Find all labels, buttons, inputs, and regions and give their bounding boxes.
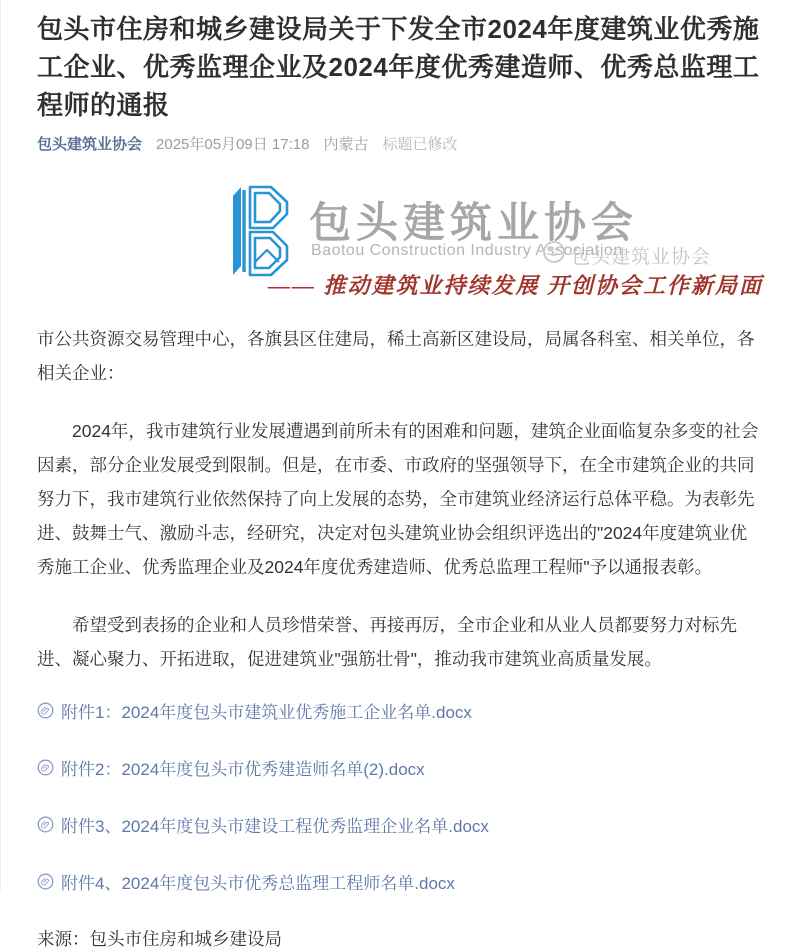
paperclip-circle-icon bbox=[37, 702, 54, 719]
attachment-label: 附件2：2024年度包头市优秀建造师名单(2).docx bbox=[61, 760, 425, 779]
attachment-label: 附件1：2024年度包头市建筑业优秀施工企业名单.docx bbox=[61, 703, 472, 722]
body-paragraph-1: 2024年，我市建筑行业发展遭遇到前所未有的困难和问题，建筑企业面临复杂多变的社会因素，部分企业发展受到限制。但是，在市委、市政府的坚强领导下，在全市建筑企业的共同努力下，我市建筑行业依然保持了向上发展的态势，全市建筑业经济运行总体平稳。为表彰先进、鼓舞士气、激励斗志，经研究，决定对包头建筑业协会组织评选出的"2024年度建筑业优秀施工企业、优秀监理企业及2024年度优秀建造师、优秀总监理工程师"予以通报表彰。 bbox=[37, 421, 759, 577]
source-line: 来源：包头市住房和城乡建设局 bbox=[37, 929, 282, 949]
article-meta bbox=[37, 133, 763, 154]
paperclip-circle-icon bbox=[37, 816, 54, 833]
title-modified-note: 标题已修改 bbox=[382, 136, 458, 153]
watermark-text: 包头建筑业协会 bbox=[571, 246, 712, 268]
page-title: 包头市住房和城乡建设局关于下发全市2024年度建筑业优秀施工企业、优秀监理企业及2024年度优秀建造师、优秀总监理工程师的通报 bbox=[37, 14, 760, 120]
salutation-paragraph: 市公共资源交易管理中心，各旗县区住建局，稀土高新区建设局，局属各科室、相关单位，各相关企业： bbox=[37, 329, 755, 383]
publish-location: 内蒙古 bbox=[323, 136, 369, 153]
attachment-link-2[interactable] bbox=[37, 755, 763, 780]
publish-datetime: 2025年05月09日 17:18 bbox=[156, 136, 310, 153]
banner-image bbox=[37, 168, 763, 302]
body-paragraph-2: 希望受到表扬的企业和人员珍惜荣誉、再接再厉，全市企业和从业人员都要努力对标先进、凝心聚力、开拓进取，促进建筑业"强筋壮骨"，推动我市建筑业高质量发展。 bbox=[37, 615, 737, 669]
attachment-link-1[interactable] bbox=[37, 698, 763, 723]
attachment-link-4[interactable] bbox=[37, 869, 763, 894]
paperclip-circle-icon bbox=[37, 873, 54, 890]
paperclip-circle-icon bbox=[37, 759, 54, 776]
attachment-link-3[interactable] bbox=[37, 812, 763, 837]
account-name-link[interactable]: 包头建筑业协会 bbox=[37, 136, 143, 153]
attachment-label: 附件3、2024年度包头市建设工程优秀监理企业名单.docx bbox=[61, 817, 489, 836]
banner-org-name-en: Baotou Construction Industry Association bbox=[311, 242, 623, 259]
banner-org-name-cn: 包头建筑业协会 bbox=[309, 199, 639, 246]
account-watermark-icon bbox=[542, 240, 566, 270]
attachment-label: 附件4、2024年度包头市优秀总监理工程师名单.docx bbox=[61, 874, 455, 893]
attachment-list bbox=[37, 698, 763, 894]
account-watermark bbox=[542, 240, 711, 270]
banner-slogan: —— 推动建筑业持续发展 开创协会工作新局面 bbox=[267, 273, 763, 298]
